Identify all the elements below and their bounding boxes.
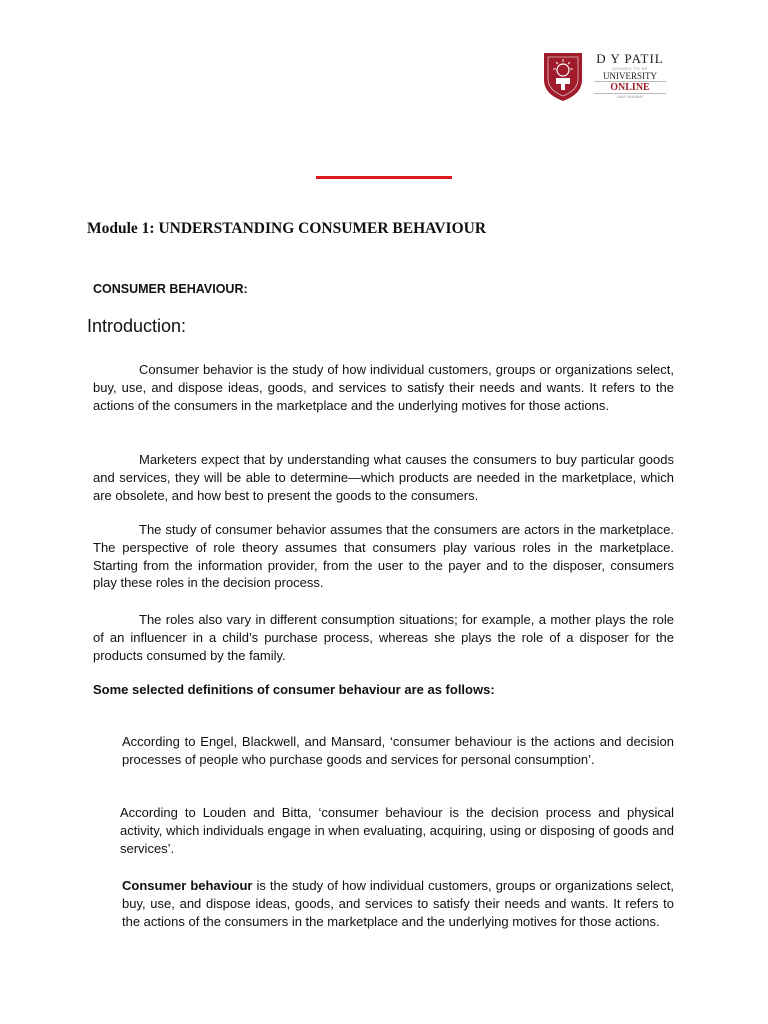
- university-logo: [542, 50, 672, 104]
- logo-line-university: UNIVERSITY: [603, 71, 657, 81]
- definitions-heading: Some selected definitions of consumer behaviour are as follows:: [93, 682, 495, 697]
- logo-line-deemed: DEEMED TO BE: [611, 66, 649, 71]
- logo-line-online: ONLINE: [594, 81, 666, 94]
- intro-heading: Introduction:: [87, 316, 187, 336]
- intro-paragraph: Consumer behavior is the study of how individual customers, groups or organizations select, buy, use, and dispose ideas, goods, and services to satisfy their needs and wants. It refers to the actions of the consumers in the marketplace and the underlying motives for those actions.: [93, 362, 674, 413]
- intro-paragraph: The roles also vary in different consumption situations; for example, a mother plays the role of an influencer in a child’s purchase process, whereas she plays the role of a disposer for the products consumed by the family.: [93, 612, 674, 663]
- definition-item: According to Engel, Blackwell, and Mansard, ‘consumer behaviour is the actions and decision processes of people who purchase goods and services for personal consumption’.: [122, 734, 674, 767]
- intro-paragraph: Marketers expect that by understanding what causes the consumers to buy particular goods and services, they will be able to determine—which products are needed in the marketplace, which are obsolete, and how best to present the goods to the consumers.: [93, 452, 674, 503]
- definition-term: Consumer behaviour: [122, 878, 253, 893]
- section-label: CONSUMER BEHAVIOUR:: [93, 282, 248, 296]
- shield-crest-icon: [542, 50, 584, 102]
- definition-text: is the study of how individual customers, groups or organizations select, buy, use, and dispose ideas, goods, and services to satisfy their needs and wants. It refers to the actions of the consumers in the marketplace and the underlying motives for those actions.: [122, 878, 674, 929]
- intro-paragraph: The study of consumer behavior assumes that the consumers are actors in the marketplace. The perspective of role theory assumes that consumers play various roles in the marketplace. Starting from the information provider, from the user to the payer and to the disposer, consumers play these roles in the decision process.: [93, 522, 674, 591]
- module-title: Module 1: UNDERSTANDING CONSUMER BEHAVIOUR: [87, 220, 487, 237]
- definition-item-final: [122, 877, 674, 930]
- logo-line-location: NAVI MUMBAI: [616, 94, 644, 99]
- logo-wordmark: [588, 52, 672, 100]
- header-red-rule: [316, 176, 452, 179]
- definition-item: According to Louden and Bitta, ‘consumer behaviour is the decision process and physical activity, which individuals engage in when evaluating, acquiring, using or disposing of goods and services’.: [120, 805, 674, 856]
- logo-line-name: D Y PATIL: [596, 51, 664, 66]
